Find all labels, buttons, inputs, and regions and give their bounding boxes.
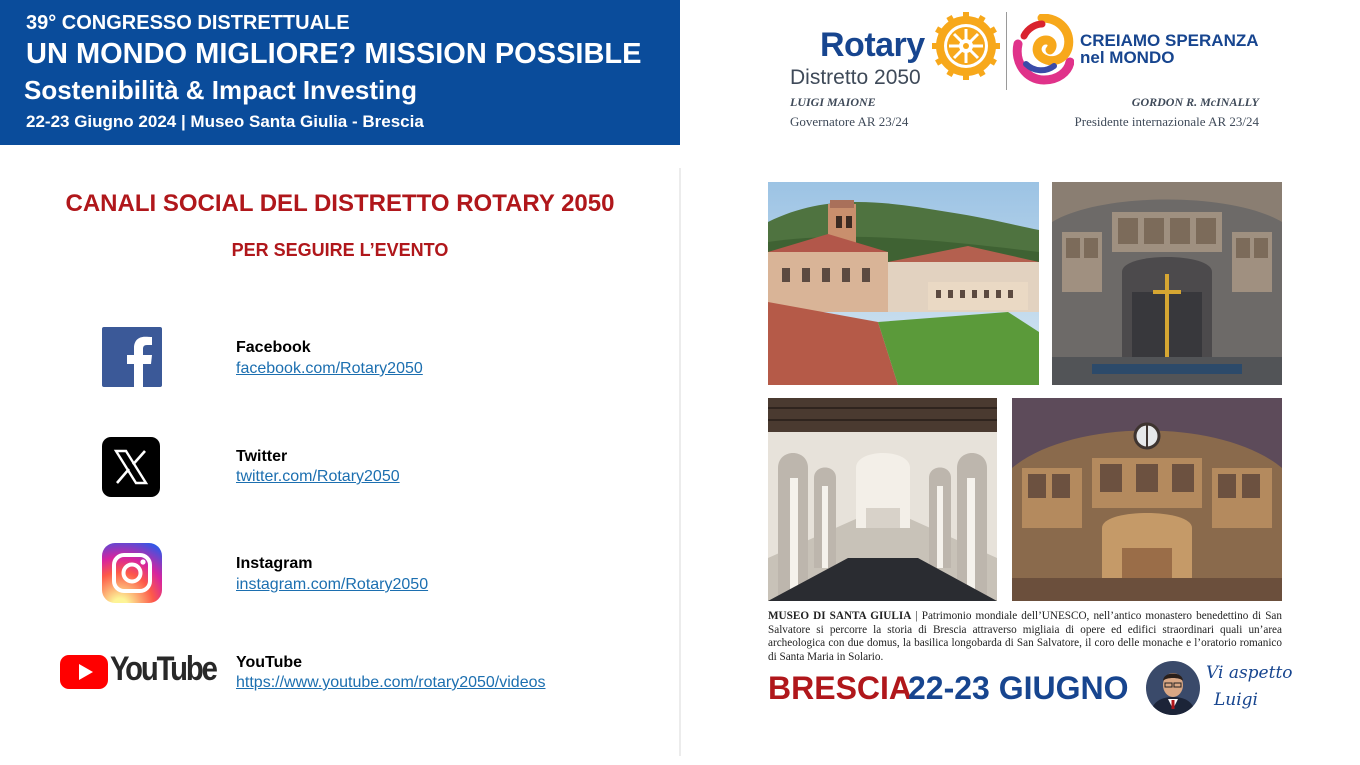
footer-dates: 22-23 GIUGNO	[908, 670, 1129, 706]
social-item-facebook	[0, 327, 680, 397]
social-name: Instagram	[236, 555, 313, 572]
signature-line-2: Luigi	[1214, 690, 1258, 710]
youtube-wordmark: YouTube	[110, 650, 216, 688]
photo-chapel-crucifix	[1052, 182, 1282, 385]
signature-line-1: Vi aspetto	[1206, 663, 1293, 683]
page-title: CANALI SOCIAL DEL DISTRETTO ROTARY 2050	[65, 190, 615, 217]
banner-headline: UN MONDO MIGLIORE? MISSION POSSIBLE	[26, 38, 642, 70]
social-name: Facebook	[236, 339, 311, 356]
governor-name: LUIGI MAIONE	[790, 95, 876, 109]
slogan-line-2: nel MONDO	[1080, 48, 1175, 67]
youtube-link[interactable]: https://www.youtube.com/rotary2050/videos	[236, 674, 546, 691]
caption-body: | Patrimonio mondiale dell’UNESCO, nell’antico monastero benedettino di San Salvatore si percorre la storia di Brescia attraverso migliaia di opere ed edifici straordinari quali un’area archeologica con due domus, la basilica longobarda di San Salvatore, il coro delle monache e l’oratorio romanico di Santa Maria in Solario.	[768, 610, 1282, 663]
rotary-wordmark: Rotary	[820, 26, 925, 64]
facebook-link[interactable]: facebook.com/Rotary2050	[236, 360, 423, 377]
banner-theme: Sostenibilità & Impact Investing	[24, 75, 417, 105]
social-item-youtube	[0, 650, 680, 720]
banner-date-venue: 22-23 Giugno 2024 | Museo Santa Giulia - Brescia	[26, 112, 424, 131]
youtube-icon[interactable]	[60, 650, 216, 690]
instagram-icon[interactable]	[102, 543, 162, 603]
logos-header	[780, 8, 1280, 138]
youtube-play-icon	[60, 655, 108, 689]
photo-monastery-aerial	[768, 182, 1039, 385]
hope-theme-icon	[1010, 14, 1074, 86]
governor-role: Governatore AR 23/24	[790, 114, 909, 129]
event-banner	[0, 0, 680, 145]
governor-portrait	[1146, 661, 1200, 715]
social-name: Twitter	[236, 448, 288, 465]
museum-caption	[768, 610, 1282, 664]
governor-signature	[1206, 660, 1293, 714]
social-item-instagram	[0, 543, 680, 613]
president-role: Presidente internazionale AR 23/24	[1074, 114, 1259, 129]
slogan-line-1: CREIAMO SPERANZA	[1080, 31, 1259, 50]
caption-heading: MUSEO DI SANTA GIULIA	[768, 610, 912, 622]
banner-congress: 39° CONGRESSO DISTRETTUALE	[26, 12, 350, 34]
facebook-icon[interactable]	[102, 327, 162, 387]
campaign-slogan	[1080, 32, 1259, 66]
twitter-link[interactable]: twitter.com/Rotary2050	[236, 468, 400, 485]
social-item-twitter	[0, 437, 680, 507]
page-subtitle: PER SEGUIRE L’EVENTO	[231, 240, 449, 260]
rotary-wheel-icon	[932, 12, 1000, 80]
photo-frescoed-choir	[1012, 398, 1282, 601]
social-name: YouTube	[236, 654, 303, 671]
photo-basilica-nave	[768, 398, 997, 601]
x-icon[interactable]	[102, 437, 160, 497]
district-label: Distretto 2050	[790, 66, 921, 89]
footer-city: BRESCIA	[768, 670, 913, 706]
president-name: GORDON R. McINALLY	[1131, 95, 1259, 109]
instagram-link[interactable]: instagram.com/Rotary2050	[236, 576, 429, 593]
logo-separator	[1006, 12, 1007, 90]
